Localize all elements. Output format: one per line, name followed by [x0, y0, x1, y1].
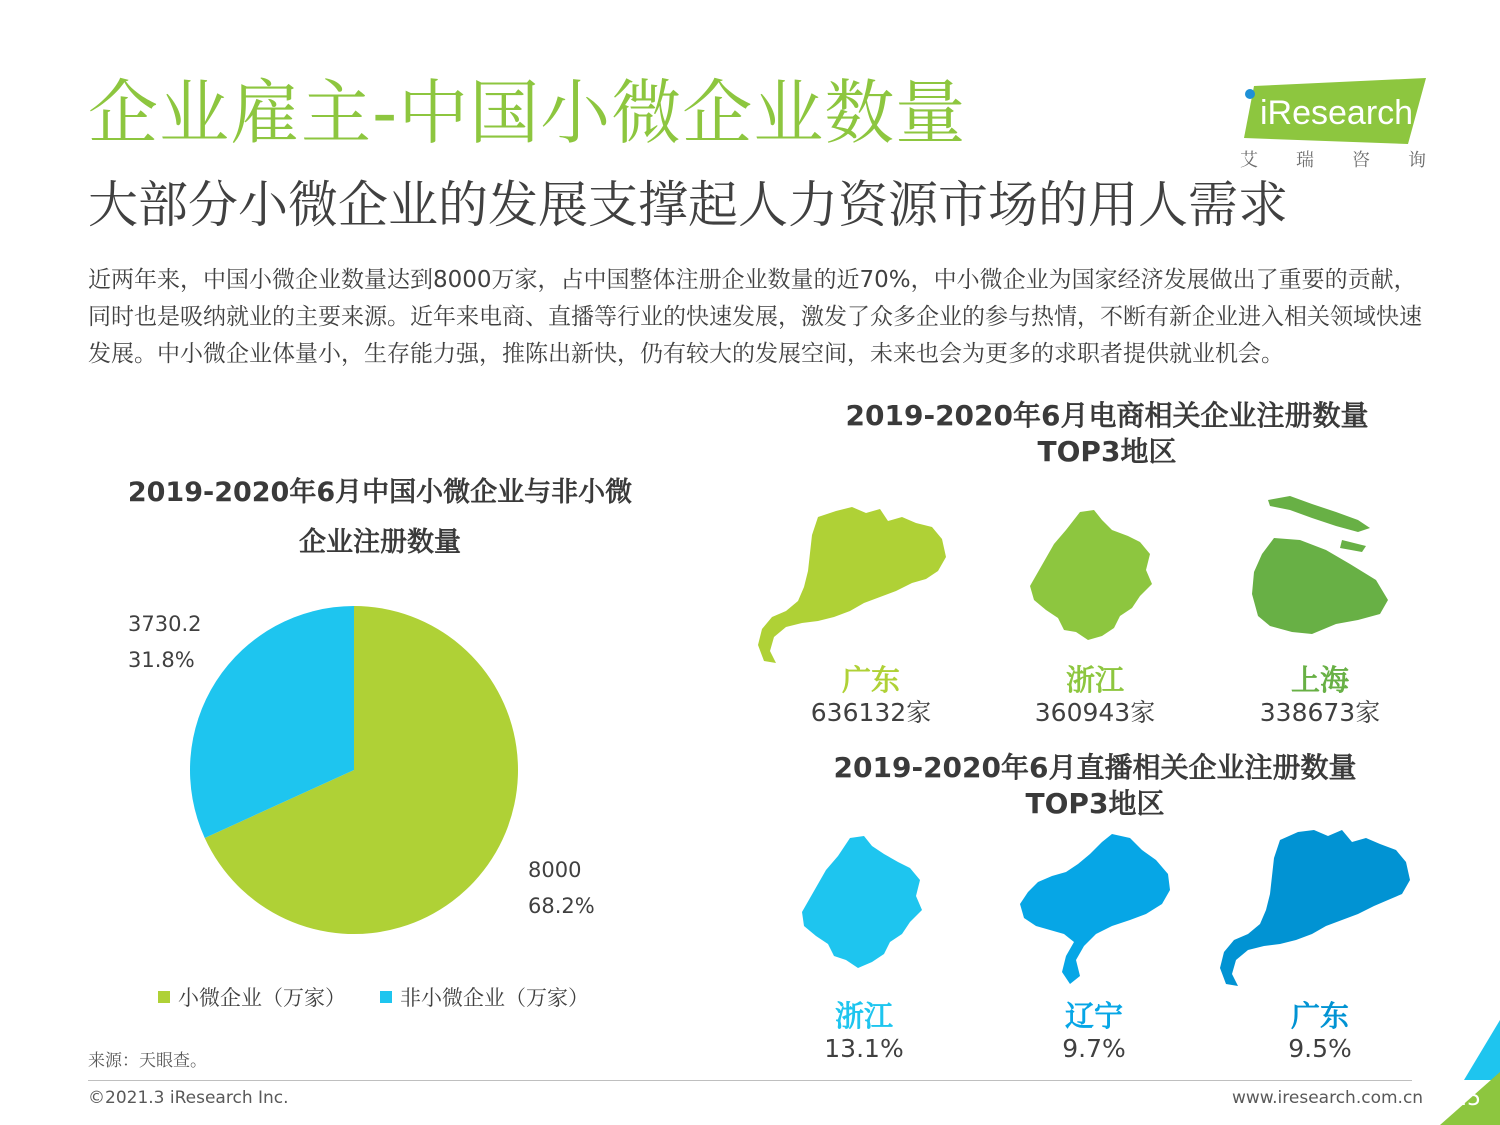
- source-note: 来源：天眼查。: [88, 1051, 207, 1071]
- legend-swatch: [380, 991, 392, 1003]
- ecommerce-region-value-3: 338673家: [1259, 698, 1381, 727]
- livestream-region-value-1: 13.1%: [824, 1034, 904, 1063]
- pie-percent-label: 68.2%: [528, 894, 595, 918]
- shanghai-map-icon: [1240, 494, 1390, 636]
- pie-value-label: 3730.2: [128, 612, 202, 636]
- pie-label-small-micro: [528, 852, 595, 924]
- legend-label: 小微企业（万家）: [178, 986, 346, 1010]
- pie-chart-title-line1: 2019-2020年6月中国小微企业与非小微: [127, 477, 633, 508]
- footer-divider: [88, 1080, 1412, 1081]
- ecommerce-title: [797, 398, 1417, 470]
- livestream-title-line2: TOP3地区: [1025, 787, 1165, 820]
- pie-chart: [180, 596, 528, 944]
- legend-item-small-micro: [158, 982, 346, 1012]
- livestream-region-name-1: 浙江: [834, 999, 893, 1033]
- logo-char: 咨: [1352, 150, 1370, 171]
- legend-item-non-small: [380, 982, 589, 1012]
- livestream-region-value-2: 9.7%: [1062, 1034, 1126, 1063]
- liaoning-map-icon: [1016, 830, 1174, 988]
- ecommerce-region-name-3: 上海: [1290, 663, 1349, 697]
- legend-swatch: [158, 991, 170, 1003]
- logo-char: 艾: [1240, 150, 1258, 171]
- iresearch-logo: [1236, 78, 1426, 144]
- zhejiang-map-icon: [800, 834, 926, 970]
- pie-label-non-small: [128, 606, 201, 678]
- guangdong-map-icon: [1220, 826, 1414, 990]
- ecommerce-region-name-1: 广东: [841, 663, 900, 697]
- zhejiang-map-icon: [1028, 508, 1156, 644]
- pie-percent-label: 31.8%: [128, 648, 195, 672]
- ecommerce-region-name-2: 浙江: [1065, 663, 1124, 697]
- livestream-title-line1: 2019-2020年6月直播相关企业注册数量: [833, 751, 1357, 784]
- pie-chart-title-line2: 企业注册数量: [299, 527, 461, 558]
- pie-value-label: 8000: [528, 858, 582, 882]
- logo-text: iResearch: [1260, 94, 1414, 132]
- ecommerce-region-value-2: 360943家: [1034, 698, 1156, 727]
- page-number: 25: [1453, 1086, 1481, 1111]
- legend-label: 非小微企业（万家）: [400, 986, 589, 1010]
- logo-char: 瑞: [1296, 150, 1314, 171]
- pie-legend: [158, 982, 589, 1012]
- page-title: 企业雇主-中国小微企业数量: [88, 72, 967, 154]
- intro-paragraph: 近两年来，中国小微企业数量达到8000万家，占中国整体注册企业数量的近70%，中小微企业为国家经济发展做出了重要的贡献，同时也是吸纳就业的主要来源。近年来电商、直播等行业的快速发展，激发了众多企业的参与热情，不断有新企业进入相关领域快速发展。中小微企业体量小，生存能力强，推陈出新快，仍有较大的发展空间，未来也会为更多的求职者提供就业机会。: [88, 267, 1422, 367]
- ecommerce-region-value-1: 636132家: [810, 698, 932, 727]
- livestream-title: [785, 750, 1405, 822]
- logo-subtitle: [1240, 146, 1426, 172]
- page-subtitle: 大部分小微企业的发展支撑起人力资源市场的用人需求: [88, 176, 1288, 234]
- livestream-region-name-2: 辽宁: [1064, 999, 1123, 1033]
- livestream-region-value-3: 9.5%: [1288, 1034, 1352, 1063]
- guangdong-map-icon: [756, 505, 950, 667]
- ecommerce-title-line2: TOP3地区: [1037, 435, 1177, 468]
- logo-char: 询: [1408, 150, 1426, 171]
- ecommerce-title-line1: 2019-2020年6月电商相关企业注册数量: [845, 399, 1369, 432]
- website-link[interactable]: www.iresearch.com.cn: [1232, 1088, 1424, 1108]
- copyright-text: ©2021.3 iResearch Inc.: [88, 1088, 289, 1108]
- livestream-region-name-3: 广东: [1290, 999, 1349, 1033]
